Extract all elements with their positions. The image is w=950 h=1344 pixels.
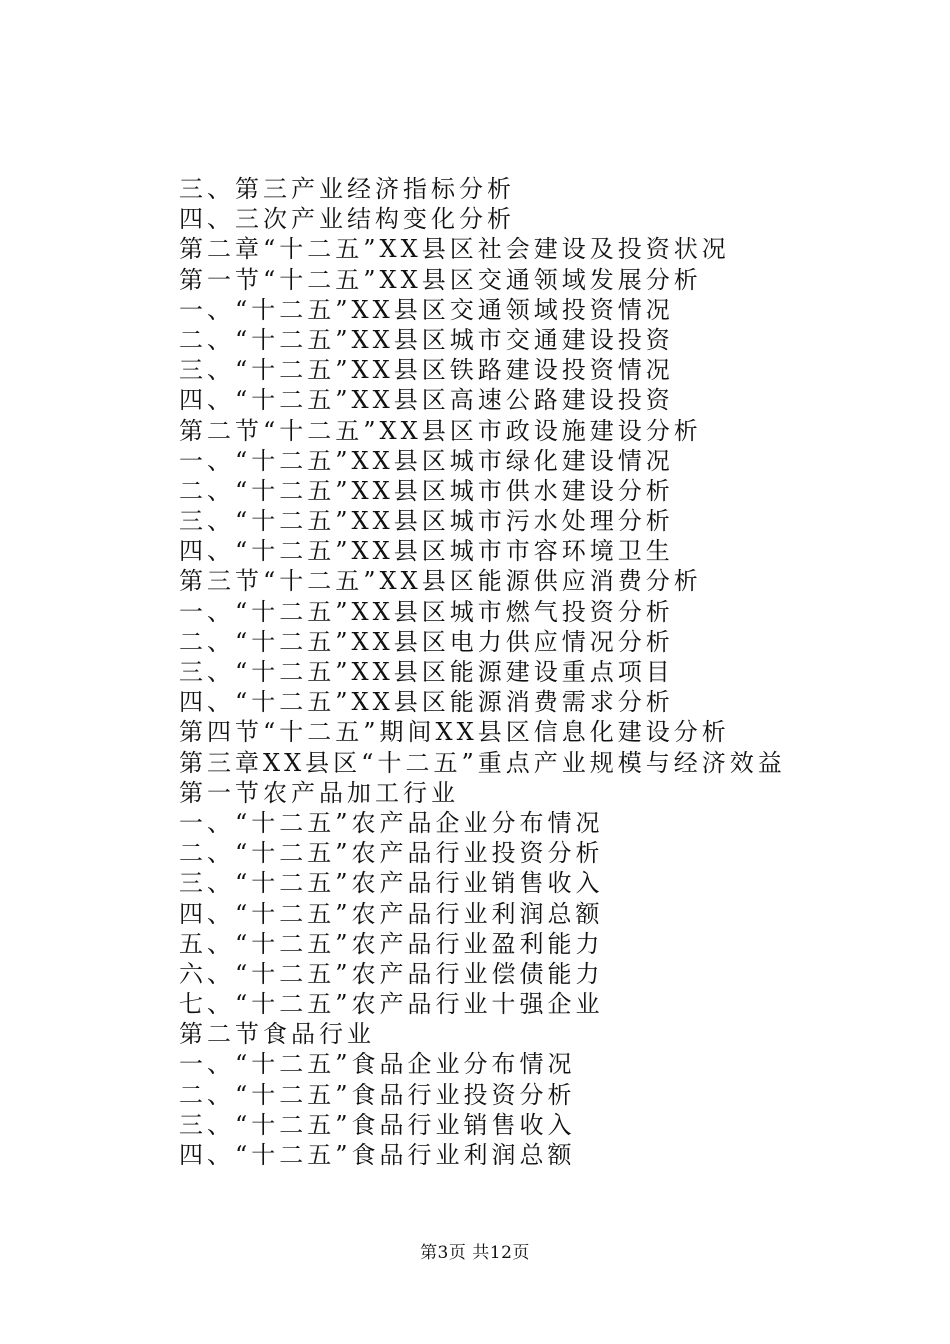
toc-line: 四、“十二五”XX县区能源消费需求分析 <box>179 688 674 717</box>
toc-line: 三、“十二五”食品行业销售收入 <box>179 1110 576 1139</box>
toc-chapter-heading: 第二章“十二五”XX县区社会建设及投资状况 <box>179 235 730 264</box>
toc-line: 七、“十二五”农产品行业十强企业 <box>179 990 604 1019</box>
toc-section-heading: 第二节“十二五”XX县区市政设施建设分析 <box>179 416 702 445</box>
toc-line: 三、“十二五”农产品行业销售收入 <box>179 869 604 898</box>
toc-section-heading: 第二节食品行业 <box>179 1020 375 1049</box>
toc-line: 三、“十二五”XX县区能源建设重点项目 <box>179 658 674 686</box>
toc-section-heading: 第三节“十二五”XX县区能源供应消费分析 <box>179 567 702 596</box>
toc-line: 三、“十二五”XX县区铁路建设投资情况 <box>179 356 674 385</box>
page-number-footer: 第3页 共12页 <box>420 1243 530 1263</box>
toc-line: 六、“十二五”农产品行业偿债能力 <box>179 959 604 988</box>
toc-line: 三、“十二五”XX县区城市污水处理分析 <box>179 507 674 536</box>
toc-line: 二、“十二五”农产品行业投资分析 <box>179 839 604 868</box>
toc-line: 二、“十二五”XX县区电力供应情况分析 <box>179 627 674 656</box>
toc-section-heading: 第四节“十二五”期间XX县区信息化建设分析 <box>179 718 730 747</box>
toc-line: 四、“十二五”XX县区城市市容环境卫生 <box>179 537 674 566</box>
toc-section-heading: 第一节“十二五”XX县区交通领域发展分析 <box>179 265 702 294</box>
toc-line: 二、“十二五”食品行业投资分析 <box>179 1080 576 1109</box>
toc-line: 四、“十二五”XX县区高速公路建设投资 <box>179 386 674 415</box>
toc-chapter-heading: 第三章XX县区“十二五”重点产业规模与经济效益 <box>179 748 786 777</box>
toc-line: 二、“十二五”XX县区城市供水建设分析 <box>179 476 674 505</box>
toc-line: 二、“十二五”XX县区城市交通建设投资 <box>179 325 674 354</box>
toc-line: 一、“十二五”XX县区交通领域投资情况 <box>179 295 674 324</box>
toc-line: 一、“十二五”XX县区城市绿化建设情况 <box>179 446 674 475</box>
toc-line: 五、“十二五”农产品行业盈利能力 <box>179 929 604 958</box>
toc-line: 四、“十二五”农产品行业利润总额 <box>179 899 604 928</box>
table-of-contents <box>179 174 879 1170</box>
toc-section-heading: 第一节农产品加工行业 <box>179 778 459 807</box>
toc-line: 一、“十二五”农产品企业分布情况 <box>179 808 604 837</box>
toc-line: 一、“十二五”食品企业分布情况 <box>179 1050 576 1079</box>
toc-line: 四、三次产业结构变化分析 <box>179 205 515 234</box>
toc-line: 三、第三产业经济指标分析 <box>179 175 515 203</box>
toc-line: 四、“十二五”食品行业利润总额 <box>179 1141 576 1169</box>
toc-line: 一、“十二五”XX县区城市燃气投资分析 <box>179 597 674 626</box>
